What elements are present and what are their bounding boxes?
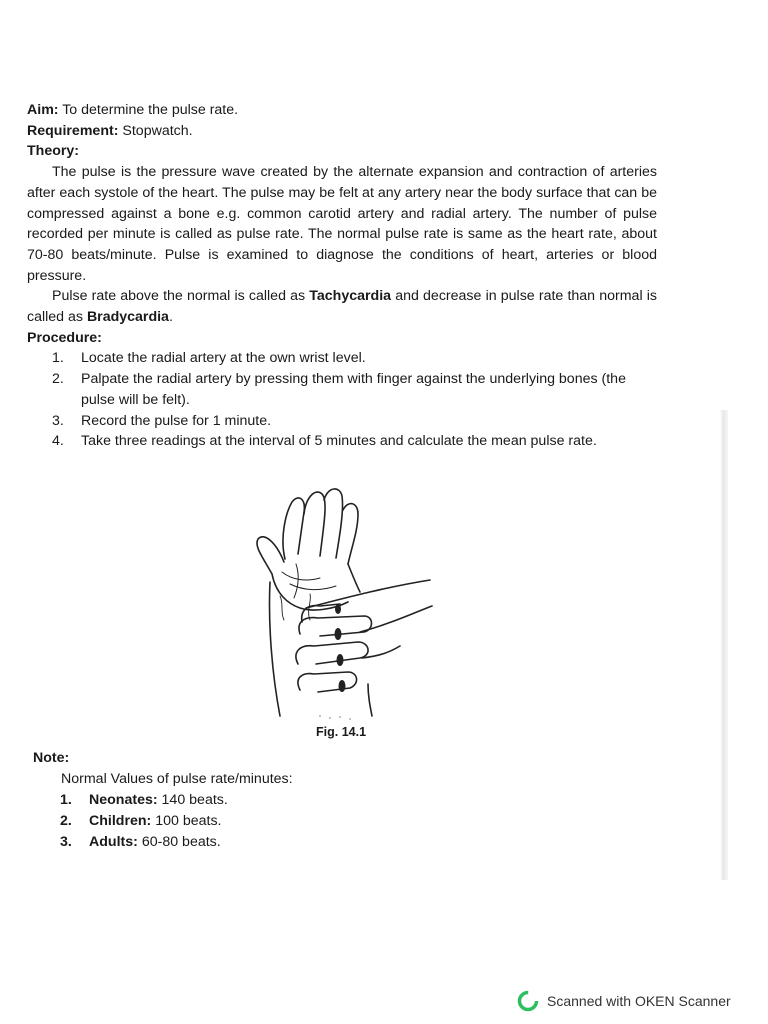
item-number: 1.: [60, 792, 72, 808]
theory-paragraph-1: The pulse is the pressure wave created by the alternate expansion and contraction of arteries after each systole of the heart. The pulse may be felt at any artery near the body surface that can be compressed against a bone e.g. common carotid artery and radial artery. The number of pulse recorded per minute is called as pulse rate. The normal pulse rate is same as the heart rate, about 70-80 beats/minute. Pulse is examined to diagnose the conditions of heart, arteries or blood pressure.: [27, 164, 657, 284]
item-label: Neonates:: [89, 792, 158, 808]
item-number: 3.: [60, 834, 72, 850]
step-text: Take three readings at the interval of 5 minutes and calculate the mean pulse rate.: [81, 433, 597, 450]
item-value: 100 beats.: [155, 813, 222, 829]
theory-p2-part2: and decrease in pulse rate than normal is called as: [27, 288, 658, 326]
step-number: 2.: [52, 371, 64, 388]
scan-edge-shadow: [720, 410, 728, 880]
list-item: [33, 832, 453, 853]
procedure-step: [27, 348, 657, 369]
term-tachycardia: Tachycardia: [309, 288, 392, 305]
procedure-heading: Procedure:: [27, 329, 102, 346]
document-body: [27, 100, 657, 452]
note-block: [33, 748, 453, 853]
list-item: [33, 811, 453, 832]
scanner-text: Scanned with OKEN Scanner: [547, 993, 731, 1009]
requirement-label: Requirement:: [27, 122, 119, 139]
procedure-step: [27, 411, 657, 432]
procedure-step: [27, 431, 657, 452]
step-text: Record the pulse for 1 minute.: [81, 412, 272, 429]
term-bradycardia: Bradycardia: [86, 309, 169, 326]
note-subheading: Normal Values of pulse rate/minutes:: [61, 771, 293, 787]
step-text: Palpate the radial artery by pressing them with finger against the underlying bones (the pulse will be felt).: [81, 371, 626, 408]
aim-label: Aim:: [27, 102, 59, 118]
step-number: 4.: [52, 433, 64, 450]
aim-line: [27, 100, 657, 121]
item-value: 140 beats.: [161, 792, 228, 808]
figure-caption: Fig. 14.1: [316, 725, 367, 739]
aim-text: To determine the pulse rate.: [62, 102, 239, 118]
requirement-line: [27, 121, 657, 142]
note-list: [33, 790, 453, 853]
theory-heading: Theory:: [27, 143, 80, 160]
note-heading: Note:: [33, 750, 70, 766]
list-item: [33, 790, 453, 811]
theory-p2-part3: .: [168, 309, 173, 326]
requirement-text: Stopwatch.: [122, 122, 193, 139]
item-number: 2.: [60, 813, 72, 829]
hand-pulse-icon: [240, 484, 440, 722]
theory-paragraph-2: [27, 286, 657, 327]
theory-p2-part1: Pulse rate above the normal is called as: [52, 288, 310, 305]
item-label: Children:: [89, 813, 152, 829]
step-number: 3.: [52, 412, 64, 429]
procedure-steps: [27, 348, 657, 452]
scanner-watermark: [517, 990, 731, 1012]
item-label: Adults:: [89, 834, 138, 850]
item-value: 60-80 beats.: [141, 834, 221, 850]
step-number: 1.: [52, 350, 64, 367]
hand-pulse-illustration: [240, 484, 440, 722]
oken-scanner-logo-icon: [517, 990, 539, 1012]
step-text: Locate the radial artery at the own wrist level.: [81, 350, 366, 367]
procedure-step: [27, 369, 657, 410]
